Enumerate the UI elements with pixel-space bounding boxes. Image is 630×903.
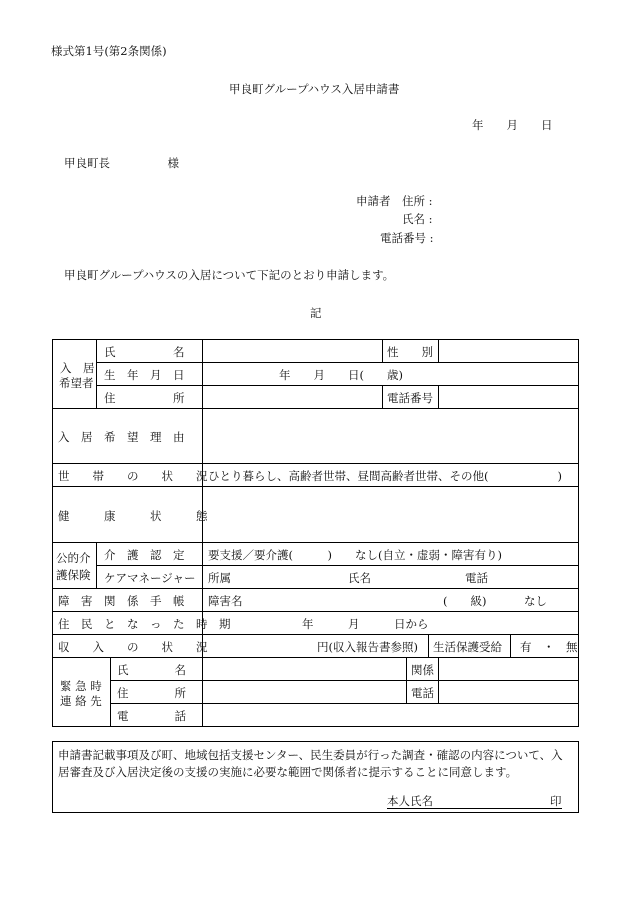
applicant-label: 申請者 <box>356 194 391 208</box>
page-title: 甲良町グループハウス入居申請書 <box>229 82 400 96</box>
care-manager-label: ケアマネージャー <box>104 571 196 585</box>
health-label: 健 康 状 態 <box>58 509 208 523</box>
ltc-group-label-1: 公的介 <box>56 551 91 565</box>
sex-label: 性 別 <box>387 345 433 359</box>
signature-line[interactable] <box>387 808 562 809</box>
welfare-label: 生活保護受給 <box>433 640 502 654</box>
income-label: 収 入 の 状 況 <box>58 640 208 654</box>
reason-label: 入 居 希 望 理 由 <box>58 430 185 444</box>
address-label: 住 所 <box>104 391 185 405</box>
resident-value: 年 月 日から <box>302 617 429 631</box>
addressee: 甲良町長 様 <box>64 156 179 170</box>
seal-mark: 印 <box>550 794 562 808</box>
emergency-group-label-2: 連 絡 先 <box>60 694 102 708</box>
name-label: 氏 名 <box>104 345 185 359</box>
em-phone-label: 電話 <box>411 686 434 700</box>
applicant-address-label: 住所 : <box>402 194 433 208</box>
household-label: 世 帯 の 状 況 <box>58 469 208 483</box>
birth-label: 生 年 月 日 <box>104 368 185 382</box>
care-manager-affiliation: 所属 <box>208 571 231 585</box>
signature-label: 本人氏名 <box>387 794 433 808</box>
emergency-group-label-1: 緊 急 時 <box>60 679 102 693</box>
ki-mark: 記 <box>310 306 322 320</box>
disability-grade: ( 級) <box>443 594 487 608</box>
consent-text-line1: 申請書記載事項及び町、地域包括支援センター、民生委員が行った調査・確認の内容について、入 <box>58 748 563 762</box>
intro-text: 甲良町グループハウスの入居について下記のとおり申請します。 <box>64 268 395 282</box>
birth-value: 年 月 日( 歳) <box>279 368 403 382</box>
disability-none: なし <box>524 594 547 608</box>
ltc-cert-value: 要支援／要介護( ) なし(自立・虚弱・障害有り) <box>208 548 502 562</box>
em-name-label: 氏 名 <box>117 663 186 677</box>
phone-label: 電話番号 <box>387 391 433 405</box>
care-manager-name: 氏名 <box>348 571 371 585</box>
em-address-label: 住 所 <box>117 686 186 700</box>
household-value: ひとり暮らし、高齢者世帯、昼間高齢者世帯、その他( ) <box>208 469 562 483</box>
form-number: 様式第1号(第2条関係) <box>51 44 167 58</box>
hope-group-label-2: 希望者 <box>59 376 94 390</box>
date-field: 年 月 日 <box>472 118 553 132</box>
em-tel-label: 電 話 <box>117 709 186 723</box>
care-manager-phone: 電話 <box>465 571 488 585</box>
applicant-phone-label: 電話番号 : <box>380 231 434 245</box>
income-value: 円(収入報告書参照) <box>317 640 418 654</box>
hope-group-label-1: 入 居 <box>60 361 95 375</box>
resident-label: 住 民 と な っ た 時 期 <box>58 617 231 631</box>
welfare-value: 有 ・ 無 <box>520 640 578 654</box>
disability-label: 障 害 関 係 手 帳 <box>58 594 185 608</box>
disability-name: 障害名 <box>208 594 243 608</box>
em-relation-label: 関係 <box>411 663 434 677</box>
ltc-cert-label: 介 護 認 定 <box>104 548 185 562</box>
applicant-name-label: 氏名 : <box>402 212 433 226</box>
ltc-group-label-2: 護保険 <box>56 568 91 582</box>
consent-text-line2: 居審査及び入居決定後の支援の実施に必要な範囲で関係者に提示することに同意します。 <box>58 765 518 779</box>
